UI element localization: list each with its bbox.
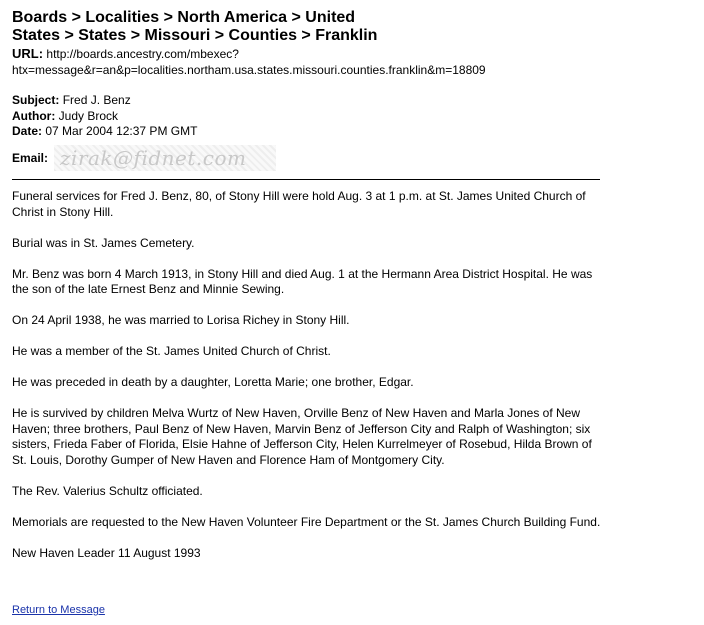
subject-row [12,93,197,109]
paragraph: New Haven Leader 11 August 1993 [12,545,201,560]
date-value: 07 Mar 2004 12:37 PM GMT [45,124,198,138]
author-label: Author: [12,108,56,123]
author-row [12,109,197,125]
paragraph: Mr. Benz was born 4 March 1913, in Stony Hill and died Aug. 1 at the Hermann Area District Hospital. He was the son of the late Ernest Benz and Minnie Sewing. [12,266,593,296]
breadcrumb-line-2: States > States > Missouri > Counties > Franklin [12,27,378,44]
breadcrumb [12,9,412,45]
paragraph: The Rev. Valerius Schultz officiated. [12,483,203,498]
url-line-2: htx=message&r=an&p=localities.northam.usa.states.missouri.counties.franklin&m=18809 [12,63,486,77]
message-body [12,189,604,577]
paragraph: He was a member of the St. James United Church of Christ. [12,344,331,358]
message-meta [12,93,197,140]
date-label: Date: [12,124,43,138]
email-image [54,145,276,171]
paragraph: He is survived by children Melva Wurtz of New Haven, Orville Benz of New Haven and Marla Jones of New Haven; three brothers, Paul Benz of New Haven, Marvin Benz of Jefferson City and Ralph of Washington; six sisters, Frieda Faber of Florida, Elsie Hahne of Jefferson City, Helen Kurrelmeyer of Rosebud, Hilda Brown of St. Louis, Dorothy Gumper of New Haven and Florence Ham of Montgomery City. [12,406,592,467]
url-line-1: http://boards.ancestry.com/mbexec? [46,47,239,61]
email-image-text: zirak@fidnet.com [60,146,247,170]
subject-label: Subject: [12,93,60,107]
date-row [12,124,197,140]
breadcrumb-line-1: Boards > Localities > North America > United [12,9,356,26]
return-to-message-link[interactable]: Return to Message [12,604,105,616]
paragraph: He was preceded in death by a daughter, Loretta Marie; one brother, Edgar. [12,375,414,389]
url-label: URL: [12,46,44,61]
paragraph: Burial was in St. James Cemetery. [12,235,195,250]
url-block [12,46,702,78]
paragraph: Memorials are requested to the New Haven Volunteer Fire Department or the St. James Church Building Fund. [12,514,601,529]
paragraph: Funeral services for Fred J. Benz, 80, of Stony Hill were hold Aug. 3 at 1 p.m. at St. James United Church of Christ in Stony Hill. [12,189,586,219]
subject-value: Fred J. Benz [62,93,131,107]
email-row [12,145,276,171]
author-value: Judy Brock [58,108,119,123]
divider [12,179,600,180]
paragraph: On 24 April 1938, he was married to Lorisa Richey in Stony Hill. [12,313,350,327]
email-label: Email: [12,151,49,165]
